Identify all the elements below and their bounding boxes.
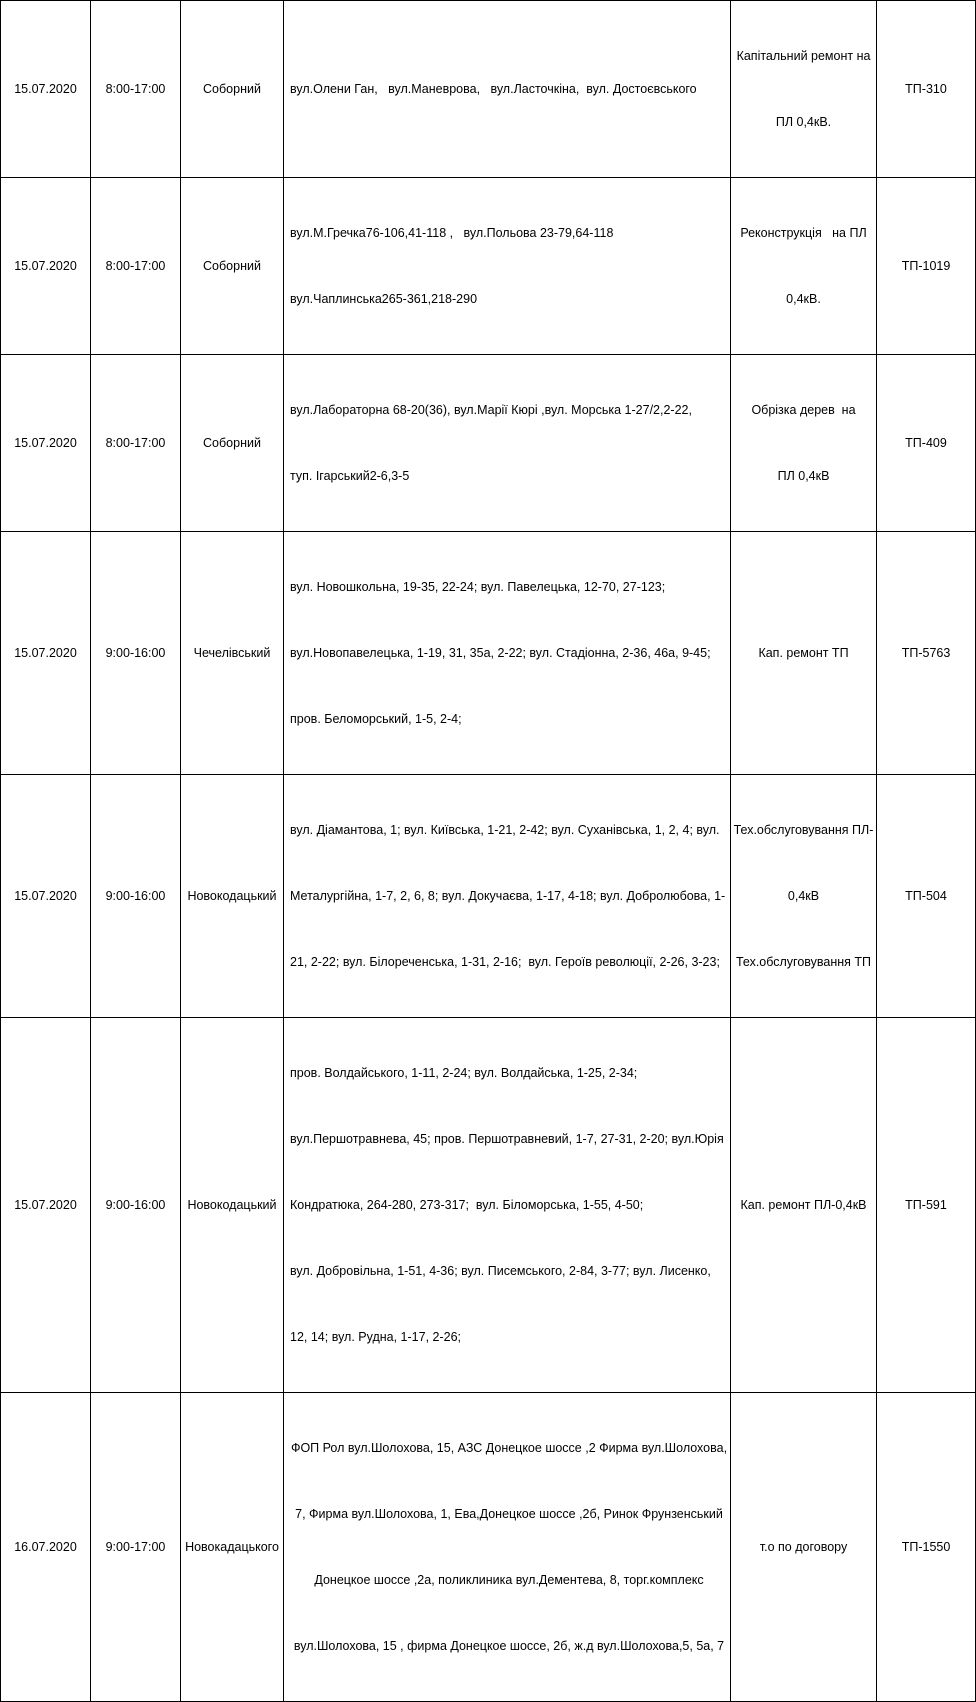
address-line: туп. Ігарський2-6,3-5	[290, 469, 410, 483]
address-cell	[284, 775, 731, 1018]
substation-cell: ТП-409	[877, 355, 976, 532]
table-row	[1, 355, 976, 532]
date-cell: 15.07.2020	[1, 532, 91, 775]
district-cell: Новокадацького	[181, 1393, 284, 1702]
work-type-cell	[731, 1018, 877, 1393]
substation-cell: ТП-1550	[877, 1393, 976, 1702]
district-cell: Соборний	[181, 178, 284, 355]
table-row	[1, 532, 976, 775]
substation-cell: ТП-504	[877, 775, 976, 1018]
address-line: вул.Лабораторна 68-20(36), вул.Марії Кюрі ,вул. Морська 1-27/2,2-22,	[290, 403, 692, 417]
address-line: Кондратюка, 264-280, 273-317; вул. Біломорська, 1-55, 4-50;	[290, 1198, 644, 1212]
address-line: вул.М.Гречка76-106,41-118 , вул.Польова 23-79,64-118	[290, 226, 614, 240]
work-line: ПЛ 0,4кВ	[777, 469, 830, 483]
work-line: Реконструкція на ПЛ	[740, 226, 867, 240]
work-line: Капітальний ремонт на	[736, 49, 871, 63]
substation-cell: ТП-1019	[877, 178, 976, 355]
address-line: пров. Беломорський, 1-5, 2-4;	[290, 712, 462, 726]
work-line: 0,4кВ	[787, 889, 820, 903]
time-cell: 9:00-16:00	[91, 1018, 181, 1393]
district-cell: Чечелівський	[181, 532, 284, 775]
address-cell	[284, 355, 731, 532]
work-type-cell	[731, 775, 877, 1018]
address-line: вул.Чаплинська265-361,218-290	[290, 292, 478, 306]
work-line: ПЛ 0,4кВ.	[775, 115, 832, 129]
address-line: 7, Фирма вул.Шолохова, 1, Ева,Донецкое шоссе ,2б, Ринок Фрунзенський	[295, 1507, 723, 1521]
time-cell: 8:00-17:00	[91, 178, 181, 355]
table-row	[1, 775, 976, 1018]
address-cell	[284, 1018, 731, 1393]
address-line: вул.Олени Ган, вул.Маневрова, вул.Ласточкіна, вул. Достоєвського	[290, 82, 697, 96]
time-cell: 9:00-16:00	[91, 532, 181, 775]
table-row	[1, 1, 976, 178]
address-cell	[284, 178, 731, 355]
address-line: вул. Добровільна, 1-51, 4-36; вул. Писемського, 2-84, 3-77; вул. Лисенко,	[290, 1264, 711, 1278]
address-cell	[284, 532, 731, 775]
address-line: вул.Шолохова, 15 , фирма Донецкое шоссе, 2б, ж.д вул.Шолохова,5, 5а, 7	[293, 1639, 725, 1653]
address-line: вул. Новошкольна, 19-35, 22-24; вул. Павелецька, 12-70, 27-123;	[290, 580, 666, 594]
date-cell: 15.07.2020	[1, 775, 91, 1018]
district-cell: Соборний	[181, 355, 284, 532]
address-line: Донецкое шоссе ,2а, поликлиника вул.Дементева, 8, торг.комплекс	[314, 1573, 704, 1587]
time-cell: 9:00-17:00	[91, 1393, 181, 1702]
district-cell: Новокодацький	[181, 1018, 284, 1393]
work-type-cell	[731, 1, 877, 178]
table-row	[1, 1393, 976, 1702]
work-type-cell	[731, 532, 877, 775]
work-line: Обрізка дерев на	[751, 403, 856, 417]
date-cell: 15.07.2020	[1, 178, 91, 355]
work-line: Тех.обслуговування ТП	[735, 955, 872, 969]
table-body	[1, 1, 976, 1702]
work-line: Кап. ремонт ТП	[758, 646, 849, 660]
work-line: Тех.обслуговування ПЛ-	[733, 823, 874, 837]
address-line: 21, 2-22; вул. Білореченська, 1-31, 2-16; вул. Героїв революції, 2-26, 3-23;	[290, 955, 720, 969]
address-line: вул. Діамантова, 1; вул. Київська, 1-21, 2-42; вул. Суханівська, 1, 2, 4; вул.	[290, 823, 720, 837]
work-line: т.о по договору	[759, 1540, 848, 1554]
address-line: пров. Волдайського, 1-11, 2-24; вул. Волдайська, 1-25, 2-34;	[290, 1066, 638, 1080]
district-cell: Новокодацький	[181, 775, 284, 1018]
work-type-cell	[731, 1393, 877, 1702]
date-cell: 16.07.2020	[1, 1393, 91, 1702]
substation-cell: ТП-591	[877, 1018, 976, 1393]
time-cell: 8:00-17:00	[91, 355, 181, 532]
work-type-cell	[731, 355, 877, 532]
work-line: Кап. ремонт ПЛ-0,4кВ	[740, 1198, 867, 1212]
date-cell: 15.07.2020	[1, 355, 91, 532]
district-cell: Соборний	[181, 1, 284, 178]
table-row	[1, 1018, 976, 1393]
time-cell: 8:00-17:00	[91, 1, 181, 178]
work-line: 0,4кВ.	[786, 292, 821, 306]
substation-cell: ТП-310	[877, 1, 976, 178]
table-row	[1, 178, 976, 355]
address-line: Металургійна, 1-7, 2, 6, 8; вул. Докучаєва, 1-17, 4-18; вул. Добролюбова, 1-	[290, 889, 726, 903]
date-cell: 15.07.2020	[1, 1018, 91, 1393]
address-line: 12, 14; вул. Рудна, 1-17, 2-26;	[290, 1330, 462, 1344]
time-cell: 9:00-16:00	[91, 775, 181, 1018]
address-line: ФОП Рол вул.Шолохова, 15, АЗС Донецкое шоссе ,2 Фирма вул.Шолохова,	[290, 1441, 728, 1455]
date-cell: 15.07.2020	[1, 1, 91, 178]
substation-cell: ТП-5763	[877, 532, 976, 775]
address-cell	[284, 1, 731, 178]
work-type-cell	[731, 178, 877, 355]
address-line: вул.Першотравнева, 45; пров. Першотравневий, 1-7, 27-31, 2-20; вул.Юрія	[290, 1132, 724, 1146]
address-cell	[284, 1393, 731, 1702]
address-line: вул.Новопавелецька, 1-19, 31, 35а, 2-22; вул. Стадіонна, 2-36, 46а, 9-45;	[290, 646, 711, 660]
